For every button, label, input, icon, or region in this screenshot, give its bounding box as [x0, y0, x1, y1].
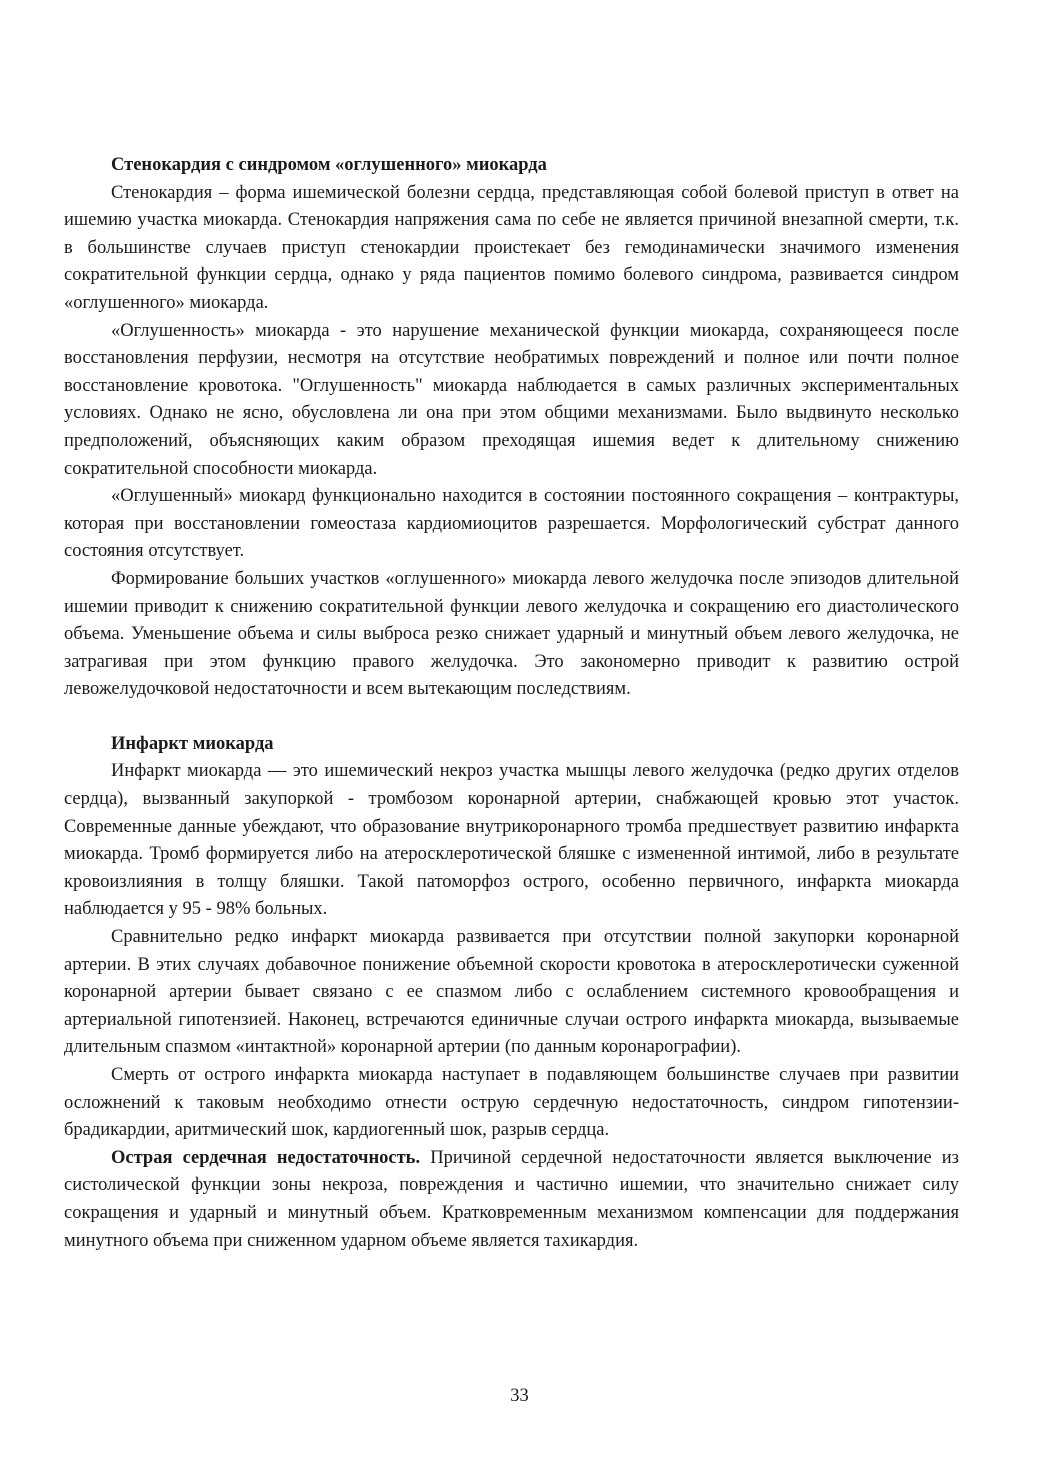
paragraph-heart-failure [64, 1145, 959, 1255]
section-spacer [64, 704, 959, 731]
paragraph: Смерть от острого инфаркта миокарда наступает в подавляющем большинстве случаев при развитии осложнений к таковым необходимо отнести острую сердечную недостаточность, синдром гипотензии-брадикардии, аритмический шок, кардиогенный шок, разрыв сердца. [64, 1065, 959, 1141]
inline-subheading: Острая сердечная недостаточность. [111, 1147, 421, 1168]
section-heading-infarction: Инфаркт миокарда [111, 733, 274, 754]
paragraph: Стенокардия – форма ишемической болезни сердца, представляющая собой болевой приступ в ответ на ишемию участка миокарда. Стенокардия напряжения сама по себе не является причиной внезапной смерти, т.к. в большинстве случаев приступ стенокардии проистекает без гемодинамически значимого изменения сократительной функции сердца, однако у ряда пациентов помимо болевого синдрома, развивается синдром «оглушенного» миокарда. [64, 182, 959, 313]
paragraph: Инфаркт миокарда — это ишемический некроз участка мышцы левого желудочка (редко других отделов сердца), вызванный закупоркой - тромбозом коронарной артерии, снабжающей кровью этот участок. Современные данные убеждают, что образование внутрикоронарного тромба предшествует развитию инфаркта миокарда. Тромб формируется либо на атеросклеротической бляшке с измененной интимой, либо в результате кровоизлияния в толщу бляшки. Такой патоморфоз острого, особенно первичного, инфаркта миокарда наблюдается у 95 - 98% больных. [64, 761, 959, 920]
paragraph: Формирование больших участков «оглушенного» миокарда левого желудочка после эпизодов длительной ишемии приводит к снижению сократительной функции левого желудочка и сокращению его диастолического объема. Уменьшение объема и силы выброса резко снижает ударный и минутный объем левого желудочка, не затрагивая при этом функцию правого желудочка. Это закономерно приводит к развитию острой левожелудочковой недостаточности и всем вытекающим последствиям. [64, 568, 959, 700]
paragraph: Сравнительно редко инфаркт миокарда развивается при отсутствии полной закупорки коронарной артерии. В этих случаях добавочное понижение объемной скорости кровотока в атеросклеротически суженной коронарной артерии бывает связано с ее спазмом либо с ослаблением системного кровообращения и артериальной гипотензией. Наконец, встречаются единичные случаи острого инфаркта миокарда, вызываемые длительным спазмом «интактной» коронарной артерии (по данным коронарографии). [64, 927, 959, 1058]
paragraph: «Оглушенность» миокарда - это нарушение механической функции миокарда, сохраняющееся после восстановления перфузии, несмотря на отсутствие необратимых повреждений и полное или почти полное восстановление кровотока. "Оглушенность" миокарда наблюдается в самых различных экспериментальных условиях. Однако не ясно, обусловлена ли она при этом общими механизмами. Было выдвинуто несколько предположений, объясняющих каким образом преходящая ишемия ведет к длительному снижению сократительной способности миокарда. [64, 320, 959, 479]
page-number: 33 [510, 1386, 529, 1406]
page-content [64, 152, 959, 1255]
paragraph-text: Причиной сердечной недостаточности является выключение из систолической функции зоны некроза, повреждения и частично ишемии, что значительно снижает силу сокращения и ударный и минутный объем. Кратковременным механизмом компенсации для поддержания минутного объема при сниженном ударном объеме является тахикардия. [64, 1147, 959, 1251]
section-heading-angina: Стенокардия с синдромом «оглушенного» миокарда [111, 155, 547, 175]
paragraph: «Оглушенный» миокард функционально находится в состоянии постоянного сокращения – контрактуры, которая при восстановлении гомеостаза кардиомиоцитов разрешается. Морфологический субстрат данного состояния отсутствует. [64, 486, 959, 562]
